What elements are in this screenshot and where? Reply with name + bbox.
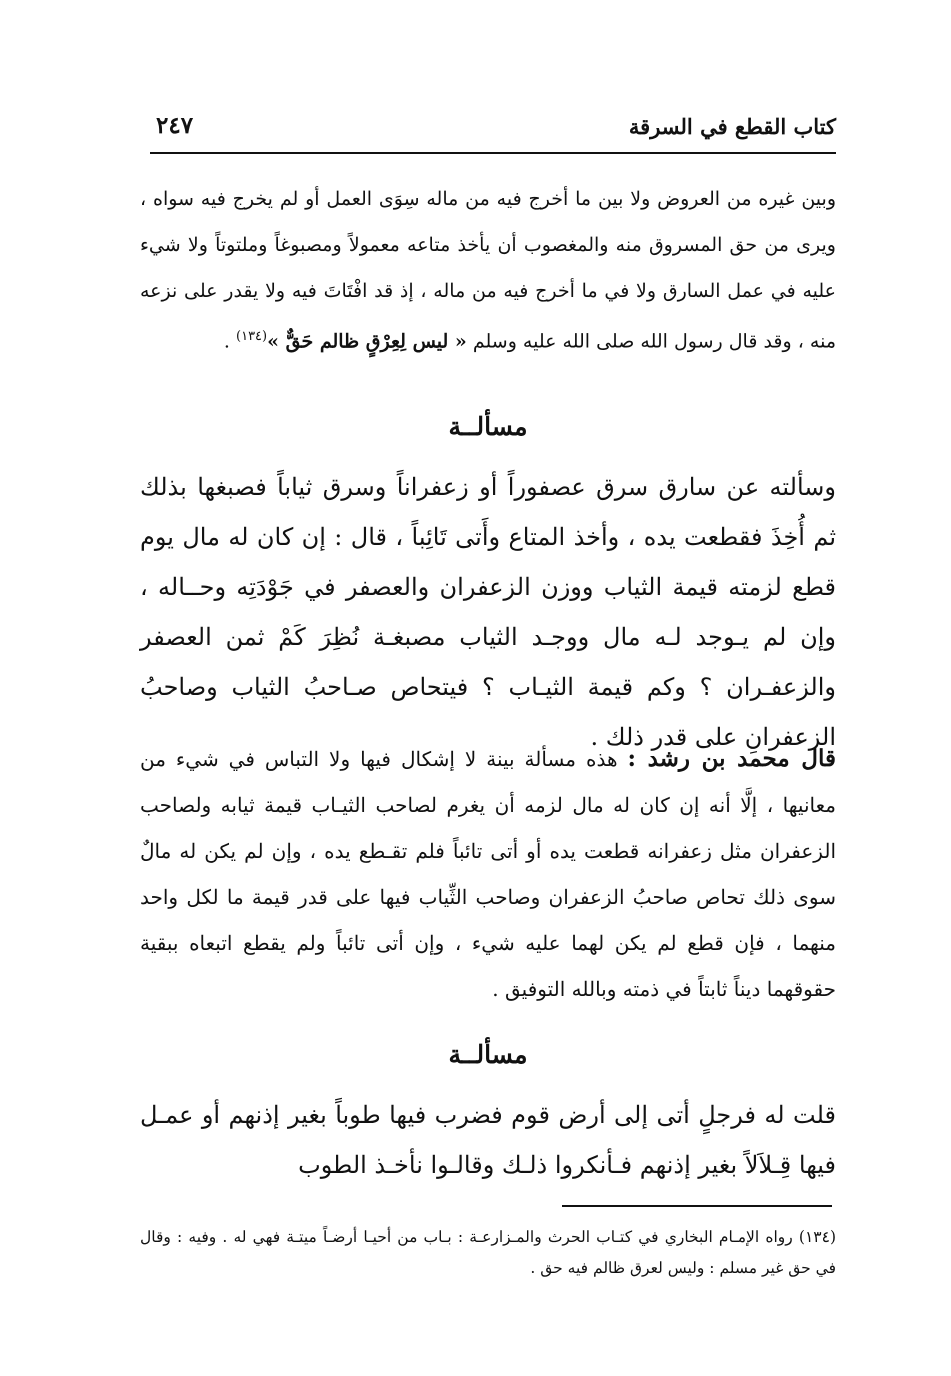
opening-tail: .: [223, 330, 237, 353]
question-text-2: قلت له فرجلٍ أتى إلى أرض قوم فضرب فيها طوباً بغير إذنهم أو عمـل فيها قِـلاَلاً بغير إذنهم فـأنكروا ذلـك وقالـوا نأخـذ الطوب: [140, 1101, 836, 1179]
book-title: كتاب القطع في السرقة: [628, 114, 836, 139]
footnote-marker: (١٣٤): [236, 329, 268, 344]
footnote-text: (١٣٤) رواه الإمـام البخاري في كتـاب الحرث والمـزارعـة : بـاب من أحيـا أرضـاً ميتـة فهي له . وفيه : وقال في حق غير مسلم : وليس لعرق ظالم فيه حق .: [140, 1228, 836, 1277]
ruling-lead: قال محمد بن رشد :: [627, 745, 836, 772]
question-paragraph-2: [140, 1090, 836, 1190]
question-text-1: وسألته عن سارق سرق عصفوراً أو زعفراناً وسرق ثياباً فصبغها بذلك ثم أُخِذَ فقطعت يده ، وأخذ المتاع وأَتى تَائِباً ، قال : إن كان له مال يوم قطع لزمته قيمة الثياب ووزن الزعفران والعصفر في جَوْدَتِه وحــاله ، وإن لم يـوجد لـه مال ووجـد الثياب مصبغـة نُظِرَ كَمْ ثمن العصفر والزعفـران ؟ وكم قيمة الثيـاب ؟ فيتحاص صـاحبُ الثياب وصاحبُ الزعفرانِ على قدر ذلك .: [140, 473, 836, 751]
opening-paragraph: [140, 176, 836, 364]
hadith-quote: « ليس لِعِرْقٍ ظالم حَقٌّ »: [267, 330, 467, 353]
running-header: [150, 108, 836, 154]
ruling-text: هذه مسألة بينة لا إشكال فيها ولا التباس في شيء من معانيها ، إلَّا أنه إن كان له مال لزمه أن يغرم لصاحب الثيـاب قيمة ثيابه ولصاحب الزعفران مثل زعفرانه قطعت يده أو أتى تائباً فلم تقـطع يده ، وإن لم يكن له مالٌ سوى ذلك تحاص صاحبُ الزعفران وصاحب الثِّياب فيها على قدر قيمة ما لكل واحد منهما ، فإن قطع لم يكن لهما عليه شيء ، وإن أتى تائباً ولم يقطع اتبعاه ببقية حقوقهما ديناً ثابتاً في ذمته وبالله التوفيق .: [140, 747, 836, 1001]
page-number: ٢٤٧: [156, 112, 194, 139]
footnote-paragraph: [140, 1222, 836, 1284]
section-heading-2: مسألــة: [448, 1040, 528, 1069]
opening-text: وبين غيره من العروض ولا بين ما أخرج فيه من ماله سِوَى العمل أو لم يخرج فيه سواه ، ويرى من حق المسروق منه والمغصوب أن يأخذ متاعه معمولاً ومصبوغاً وملتوتاً ولا شيء عليه في عمل السارق ولا في ما أخرج فيه من ماله ، إذ قد افْتَاتَ فيه ولا يقدر على نزعه منه ، وقد قال رسول الله صلى الله عليه وسلم: [140, 188, 836, 353]
question-paragraph-1: [140, 462, 836, 762]
ruling-paragraph: [140, 736, 836, 1012]
section-heading-1: مسألــة: [448, 412, 528, 441]
footnote-separator: [562, 1205, 832, 1207]
